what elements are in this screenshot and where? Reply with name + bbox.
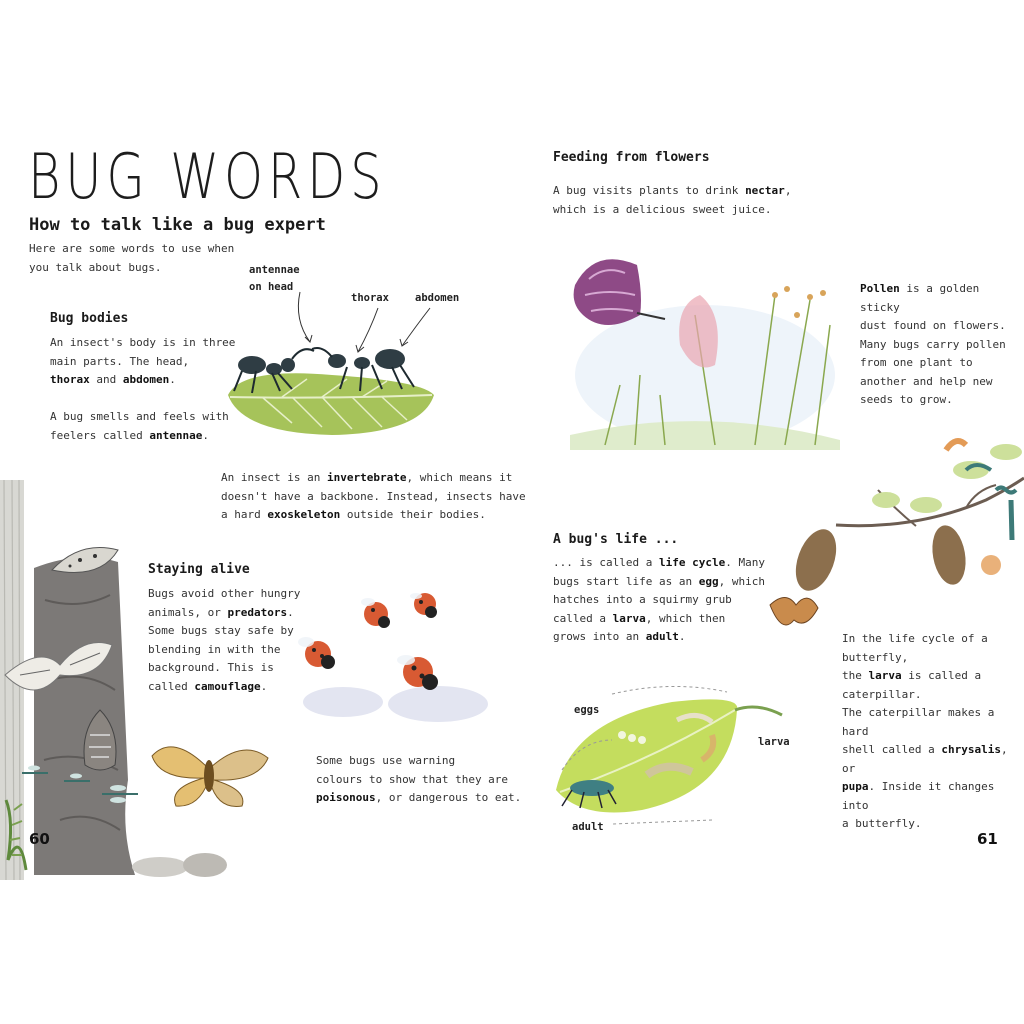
ladybirds-illustration xyxy=(288,592,498,732)
branch-caterpillars-illustration xyxy=(766,430,1024,645)
keyword: pupa xyxy=(842,780,869,793)
camouflaged-moth-illustration xyxy=(40,540,130,600)
life-cycle-text xyxy=(553,554,765,647)
bug-bodies-text xyxy=(50,334,235,390)
keyword: antennae xyxy=(149,428,203,442)
text-line: Many bugs carry pollen xyxy=(860,337,1006,351)
keyword: adult xyxy=(645,630,679,643)
label-adult: adult xyxy=(572,821,604,833)
staying-alive-heading: Staying alive xyxy=(148,562,250,577)
page-subtitle: How to talk like a bug expert xyxy=(29,215,326,235)
camouflaged-moth-illustration xyxy=(75,705,125,775)
intro-text xyxy=(29,240,234,277)
butterfly-cycle-text xyxy=(842,630,1024,834)
page-number-right: 61 xyxy=(977,830,998,848)
text-line: called camouflage. xyxy=(148,679,268,693)
label-larva: larva xyxy=(758,736,790,748)
text-line: Some bugs stay safe by xyxy=(148,624,294,637)
text-line: colours to show that they are xyxy=(316,772,509,786)
text-line: feelers called antennae. xyxy=(50,428,209,442)
text-line: pupa. Inside it changes into xyxy=(842,780,995,812)
text-line: Pollen is a golden sticky xyxy=(860,282,980,314)
staying-alive-text xyxy=(148,585,300,696)
feeding-heading: Feeding from flowers xyxy=(553,150,710,165)
text-line: grows into an adult. xyxy=(553,630,686,643)
page-number-left: 60 xyxy=(29,830,50,848)
text-line: seeds to grow. xyxy=(860,393,953,406)
dragonfly-icon xyxy=(62,772,92,790)
text-line: poisonous, or dangerous to eat. xyxy=(316,791,522,804)
text-line: which is a delicious sweet juice. xyxy=(553,202,772,216)
text-line: bugs start life as an egg, which xyxy=(553,574,765,588)
text-line: hatches into a squirmy grub xyxy=(553,593,732,606)
text-line: doesn't have a backbone. Instead, insects have xyxy=(221,489,526,503)
stones-illustration xyxy=(130,845,230,877)
text-line: called a larva, which then xyxy=(553,611,726,625)
feeding-text xyxy=(553,182,791,219)
text-line: A bug smells and feels with xyxy=(50,410,229,423)
keyword: Pollen xyxy=(860,282,900,295)
text-line: Here are some words to use when xyxy=(29,242,235,255)
text-line: Bugs avoid other hungry xyxy=(148,587,301,600)
text-line: background. This is xyxy=(148,661,274,674)
text-line: shell called a chrysalis, or xyxy=(842,743,1008,775)
text-line: blending in with the xyxy=(148,642,281,656)
label-antennae: antennae xyxy=(249,264,300,276)
text-line: thorax and abdomen. xyxy=(50,373,176,386)
keyword: thorax xyxy=(50,373,90,386)
text-line: An insect's body is in three xyxy=(50,336,236,349)
keyword: egg xyxy=(698,574,719,588)
antennae-text xyxy=(50,408,229,445)
keyword: larva xyxy=(868,669,902,682)
label-thorax: thorax xyxy=(351,292,389,304)
text-line: The caterpillar makes a hard xyxy=(842,706,995,738)
invertebrate-text xyxy=(221,469,526,525)
pollen-text xyxy=(860,280,1024,410)
dragonfly-icon xyxy=(20,764,50,782)
text-line: A bug visits plants to drink nectar, xyxy=(553,184,792,197)
text-line: a butterfly. xyxy=(842,817,922,830)
keyword: camouflage xyxy=(194,679,261,693)
text-line: from one plant to xyxy=(860,356,973,369)
label-on-head: on head xyxy=(249,281,294,293)
text-line: main parts. The head, xyxy=(50,354,190,368)
moth-illustration xyxy=(148,738,270,810)
text-line: Some bugs use warning xyxy=(316,754,456,767)
keyword: predators xyxy=(227,605,288,619)
life-cycle-heading: A bug's life ... xyxy=(553,532,679,547)
page-title: BUG WORDS xyxy=(28,140,387,213)
text-line: a hard exoskeleton outside their bodies. xyxy=(221,508,486,521)
keyword: abdomen xyxy=(122,373,170,386)
camouflaged-moth-illustration xyxy=(0,625,120,705)
keyword: life cycle xyxy=(658,556,726,569)
warning-colours-text xyxy=(316,752,521,808)
keyword: poisonous xyxy=(316,791,376,804)
label-abdomen: abdomen xyxy=(415,292,460,304)
text-line: An insect is an invertebrate, which means it xyxy=(221,471,513,484)
butterfly-flowers-illustration xyxy=(565,255,840,450)
text-line: In the life cycle of a butterfly, xyxy=(842,632,988,664)
keyword: exoskeleton xyxy=(267,508,341,521)
text-line: dust found on flowers. xyxy=(860,319,1006,332)
bug-bodies-heading: Bug bodies xyxy=(50,311,129,326)
keyword: chrysalis xyxy=(941,743,1001,756)
text-line: animals, or predators. xyxy=(148,605,294,619)
text-line: the larva is called a caterpillar. xyxy=(842,669,982,701)
label-eggs: eggs xyxy=(574,704,600,716)
text-line: ... is called a life cycle. Many xyxy=(553,556,765,569)
keyword: nectar xyxy=(745,184,785,197)
dragonfly-icon xyxy=(100,782,140,806)
text-line: another and help new xyxy=(860,374,993,388)
keyword: invertebrate xyxy=(326,471,407,484)
keyword: larva xyxy=(612,611,646,625)
text-line: you talk about bugs. xyxy=(29,260,162,274)
